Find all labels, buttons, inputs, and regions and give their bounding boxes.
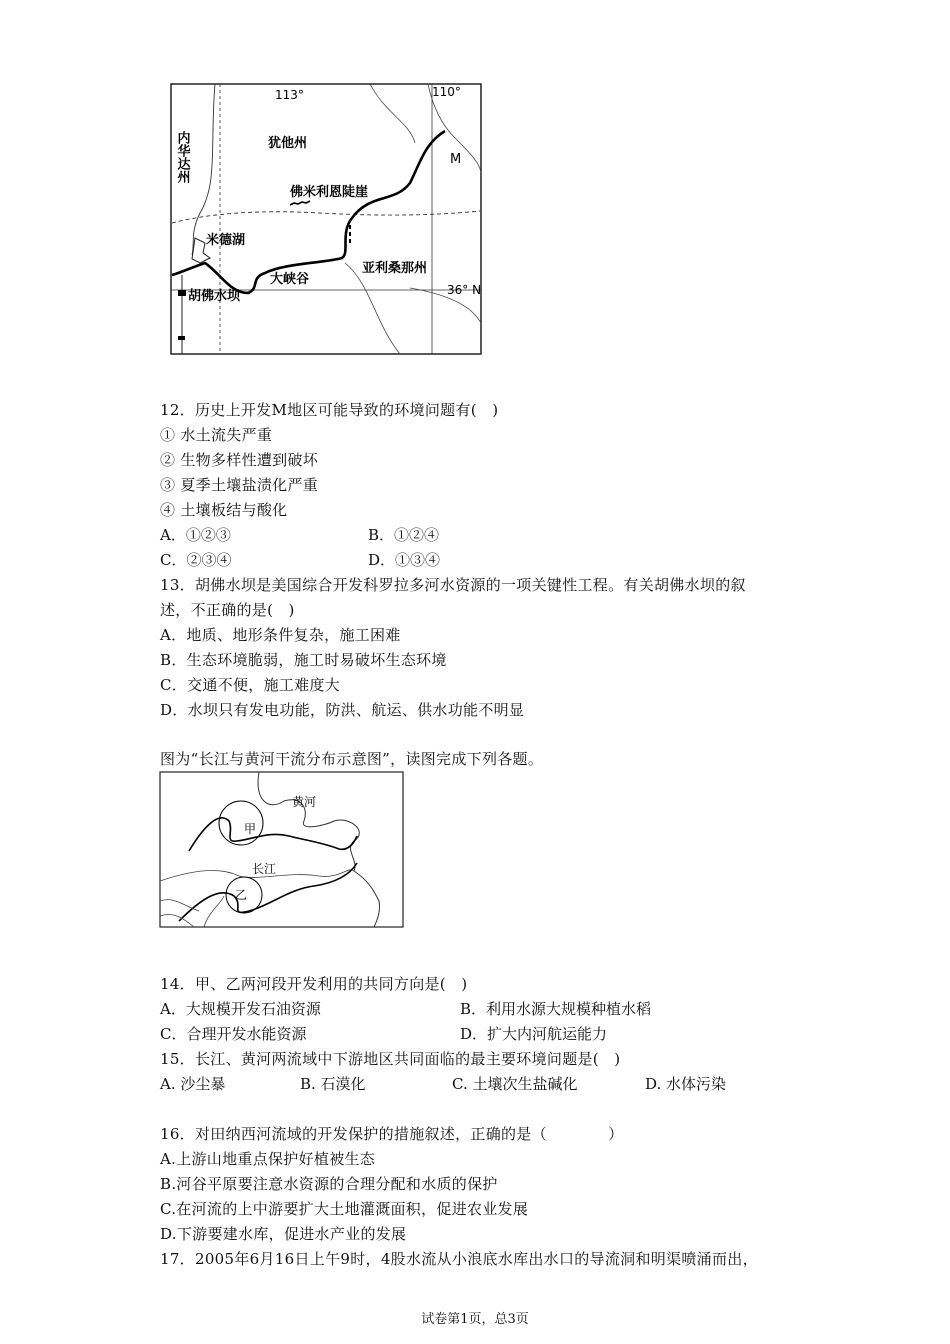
q12-item-2: ② 生物多样性遭到破坏 bbox=[160, 451, 319, 469]
map-frame bbox=[171, 84, 481, 354]
q12-item-1: ① 水土流失严重 bbox=[160, 426, 273, 444]
q15-option-c[interactable]: C. 土壤次生盐碱化 bbox=[452, 1075, 578, 1093]
label-utah: 犹他州 bbox=[268, 136, 308, 151]
label-jia: 甲 bbox=[244, 822, 257, 836]
label-arizona: 亚利桑那州 bbox=[362, 261, 428, 276]
q16-option-a[interactable]: A.上游山地重点保护好植被生态 bbox=[160, 1150, 376, 1168]
label-lake-mead: 米德湖 bbox=[206, 233, 246, 248]
q15-option-b[interactable]: B. 石漠化 bbox=[300, 1075, 366, 1093]
q15-option-d[interactable]: D. 水体污染 bbox=[645, 1075, 727, 1093]
q15-option-a[interactable]: A. 沙尘暴 bbox=[160, 1075, 226, 1093]
q12-option-b[interactable]: B．①②④ bbox=[368, 526, 440, 544]
q13-option-d[interactable]: D．水坝只有发电功能，防洪、航运、供水功能不明显 bbox=[160, 701, 525, 719]
q16-option-b[interactable]: B.河谷平原要注意水资源的合理分配和水质的保护 bbox=[160, 1175, 498, 1193]
label-huanghe: 黄河 bbox=[292, 795, 317, 809]
q13-stem-line1: 13．胡佛水坝是美国综合开发科罗拉多河水资源的一项关键性工程。有关胡佛水坝的叙 bbox=[160, 576, 746, 594]
dam-marker bbox=[178, 336, 185, 340]
map-frame bbox=[160, 772, 403, 927]
q12-option-d[interactable]: D．①③④ bbox=[368, 551, 441, 569]
q13-stem-line2: 述，不正确的是( ) bbox=[160, 601, 295, 619]
q14-option-c[interactable]: C．合理开发水能资源 bbox=[160, 1025, 307, 1043]
q14-option-a[interactable]: A．大规模开发石油资源 bbox=[160, 1000, 321, 1018]
q16-option-d[interactable]: D.下游要建水库，促进水产业的发展 bbox=[160, 1225, 407, 1243]
q13-option-b[interactable]: B．生态环境脆弱，施工时易破坏生态环境 bbox=[160, 651, 447, 669]
label-lat-36: 36° N bbox=[447, 283, 482, 297]
hoover-dam-marker bbox=[178, 290, 186, 296]
q12-option-c[interactable]: C．②③④ bbox=[160, 551, 232, 569]
q13-option-a[interactable]: A．地质、地形条件复杂，施工困难 bbox=[160, 626, 401, 644]
q16-stem: 16．对田纳西河流域的开发保护的措施叙述，正确的是（ ） bbox=[160, 1125, 624, 1143]
q12-item-3: ③ 夏季土壤盐渍化严重 bbox=[160, 476, 319, 494]
colorado-river-map bbox=[170, 83, 482, 355]
q14-option-b[interactable]: B．利用水源大规模种植水稻 bbox=[460, 1000, 652, 1018]
q12-item-4: ④ 土壤板结与酸化 bbox=[160, 501, 288, 519]
q14-stem: 14．甲、乙两河段开发利用的共同方向是( ) bbox=[160, 975, 468, 993]
page-footer: 试卷第1页，总3页 bbox=[421, 1312, 529, 1327]
label-grand-canyon: 大峡谷 bbox=[270, 272, 310, 287]
label-yi: 乙 bbox=[235, 888, 248, 902]
q15-stem: 15．长江、黄河两流域中下游地区共同面临的最主要环境问题是( ) bbox=[160, 1050, 621, 1068]
label-lon-113: 113° bbox=[275, 88, 304, 102]
q12-stem: 12．历史上开发M地区可能导致的环境问题有( ) bbox=[160, 401, 499, 419]
label-nevada: 内华达州 bbox=[174, 131, 190, 183]
label-changjiang: 长江 bbox=[252, 862, 277, 876]
label-hoover-dam: 胡佛水坝 bbox=[188, 289, 241, 304]
yangtze-yellow-river-map bbox=[159, 771, 404, 928]
q12-option-a[interactable]: A．①②③ bbox=[160, 526, 231, 544]
q14-option-d[interactable]: D．扩大内河航运能力 bbox=[460, 1025, 608, 1043]
q17-stem: 17．2005年6月16日上午9时，4股水流从小浪底水库出水口的导流洞和明渠喷涌而出， bbox=[160, 1250, 758, 1268]
map2-intro: 图为“长江与黄河干流分布示意图”，读图完成下列各题。 bbox=[160, 750, 544, 768]
label-vermilion-cliffs: 佛米利恩陡崖 bbox=[290, 185, 369, 200]
label-m: M bbox=[450, 152, 462, 167]
q13-option-c[interactable]: C．交通不便，施工难度大 bbox=[160, 676, 341, 694]
label-lon-110: 110° bbox=[432, 85, 461, 99]
q16-option-c[interactable]: C.在河流的上中游要扩大土地灌溉面积，促进农业发展 bbox=[160, 1200, 529, 1218]
